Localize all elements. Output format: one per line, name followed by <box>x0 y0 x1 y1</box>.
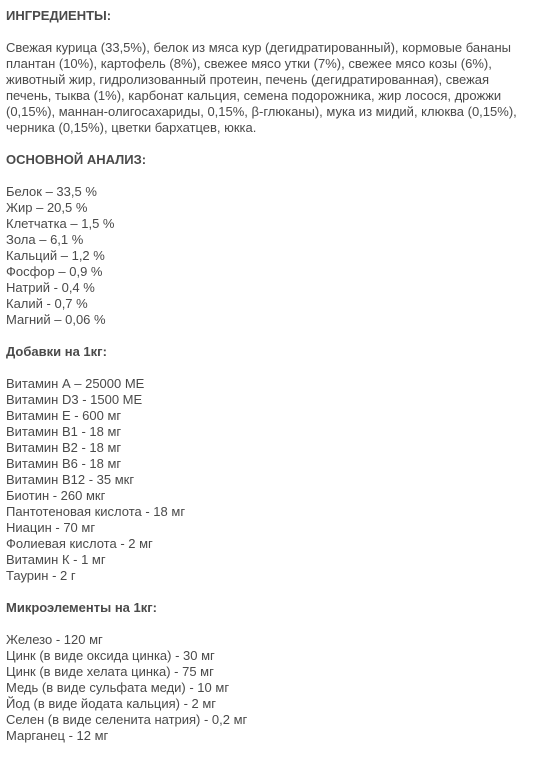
list-item: Цинк (в виде оксида цинка) - 30 мг <box>6 648 215 663</box>
list-item: Медь (в виде сульфата меди) - 10 мг <box>6 680 230 695</box>
list-item: Фолиевая кислота - 2 мг <box>6 536 153 551</box>
list-item: Витамин В6 - 18 мг <box>6 456 122 471</box>
list-item: Жир – 20,5 % <box>6 200 88 215</box>
list-item: Цинк (в виде хелата цинка) - 75 мг <box>6 664 214 679</box>
list-item: Селен (в виде селенита натрия) - 0,2 мг <box>6 712 248 727</box>
list-item: Пантотеновая кислота - 18 мг <box>6 504 186 519</box>
additives-heading: Добавки на 1кг: <box>6 344 107 359</box>
list-item: Зола – 6,1 % <box>6 232 84 247</box>
list-item: Белок – 33,5 % <box>6 184 97 199</box>
list-item: Натрий - 0,4 % <box>6 280 95 295</box>
list-item: Ниацин - 70 мг <box>6 520 96 535</box>
microelements-heading: Микроэлементы на 1кг: <box>6 600 157 615</box>
list-item: Витамин D3 - 1500 МЕ <box>6 392 143 407</box>
list-item: Магний – 0,06 % <box>6 312 106 327</box>
analysis-heading: ОСНОВНОЙ АНАЛИЗ: <box>6 152 147 167</box>
list-item: Железо - 120 мг <box>6 632 103 647</box>
list-item: Фосфор – 0,9 % <box>6 264 103 279</box>
list-item: Витамин К - 1 мг <box>6 552 106 567</box>
additives-list <box>6 376 545 584</box>
list-item: Таурин - 2 г <box>6 568 76 583</box>
list-item: Витамин В1 - 18 мг <box>6 424 122 439</box>
microelements-list <box>6 632 545 744</box>
list-item: Клетчатка – 1,5 % <box>6 216 115 231</box>
list-item: Кальций – 1,2 % <box>6 248 105 263</box>
list-item: Марганец - 12 мг <box>6 728 109 743</box>
list-item: Йод (в виде йодата кальция) - 2 мг <box>6 696 217 711</box>
list-item: Витамин А – 25000 МЕ <box>6 376 145 391</box>
list-item: Витамин В2 - 18 мг <box>6 440 122 455</box>
ingredients-heading: ИНГРЕДИЕНТЫ: <box>6 8 112 23</box>
analysis-list <box>6 184 545 328</box>
list-item: Витамин В12 - 35 мкг <box>6 472 135 487</box>
list-item: Биотин - 260 мкг <box>6 488 106 503</box>
list-item: Калий - 0,7 % <box>6 296 88 311</box>
list-item: Витамин Е - 600 мг <box>6 408 122 423</box>
ingredients-text: Свежая курица (33,5%), белок из мяса кур (дегидратированный), кормовые бананы плантан (10%), картофель (8%), свежее мясо утки (7%), свежее мясо козы (6%), животный жир, гидролизованный протеин, печень (дегидратированная), свежая печень, тыква (1%), карбонат кальция, семена подорожника, жир лосося, дрожжи (0,15%), маннан-олигосахариды, 0,15%, β-глюканы), мука из мидий, клюква (0,15%), черника (0,15%), цветки бархатцев, юкка. <box>6 40 517 135</box>
